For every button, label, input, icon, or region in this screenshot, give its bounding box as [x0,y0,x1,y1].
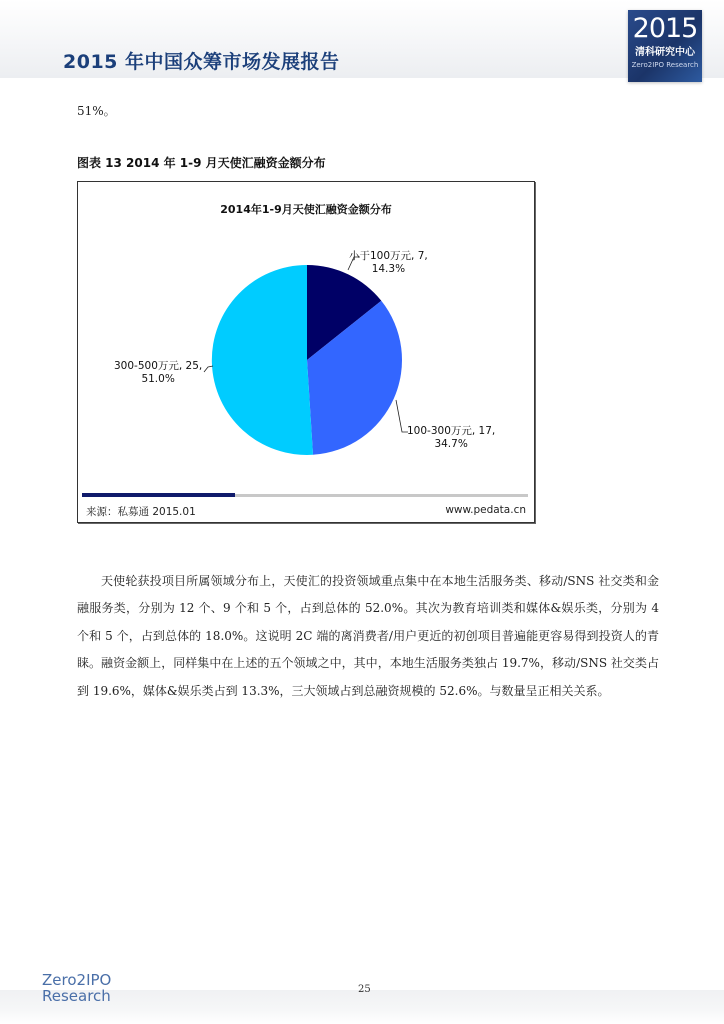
pie-slice-300-500 [212,265,313,455]
page-number: 25 [358,984,371,995]
chart-footer-bar-accent [82,493,235,497]
previous-paragraph-tail: 51%。 [77,104,116,118]
footer-logo-line1: Zero2IPO [42,971,112,989]
pie-chart [78,182,534,522]
body-paragraph: 天使轮获投项目所属领域分布上，天使汇的投资领域重点集中在本地生活服务类、移动/SNS 社交类和金融服务类，分别为 12 个、9 个和 5 个，占到总体的 52.0%。其次为教育培训类和媒体&娱乐类，分别为 4 个和 5 个，占到总体的 18.0%。这说明 2C 端的离消费者/用户更近的初创项目普遍能更容易得到投资人的青睐。融资金额上，同样集中在上述的五个领域之中，其中，本地生活服务类独占 19.7%，移动/SNS 社交类占到 19.6%，媒体&娱乐类占到 13.3%，三大领域占到总融资规模的 52.6%。与数量呈正相关关系。 [77,574,659,698]
slice-label-100-300: 100-300万元, 17, 34.7% [407,425,496,450]
zero2ipo-footer-logo [42,972,111,1004]
logo-cn-name: 清科研究中心 [635,47,695,58]
chart-website: www.pedata.cn [445,504,526,516]
chart-source: 来源：私募通 2015.01 [86,506,196,518]
figure-caption: 图表 13 2014 年 1-9 月天使汇融资金额分布 [77,156,326,170]
slice-label-under-100: 小于100万元, 7, 14.3% [349,250,428,275]
chart-title: 2014年1-9月天使汇融资金额分布 [220,203,392,216]
report-title: 2015 年中国众筹市场发展报告 [63,51,340,73]
slice-label-300-500: 300-500万元, 25, 51.0% [114,360,203,385]
logo-year: 2015 [632,13,698,44]
logo-en-name: Zero2IPO Research [631,61,699,69]
pie-chart-panel [77,181,535,523]
leader-line-300-500 [204,366,213,372]
footer-logo-line2: Research [42,987,111,1005]
chart-footer-bar [82,494,528,497]
zero2ipo-header-logo [628,10,702,82]
